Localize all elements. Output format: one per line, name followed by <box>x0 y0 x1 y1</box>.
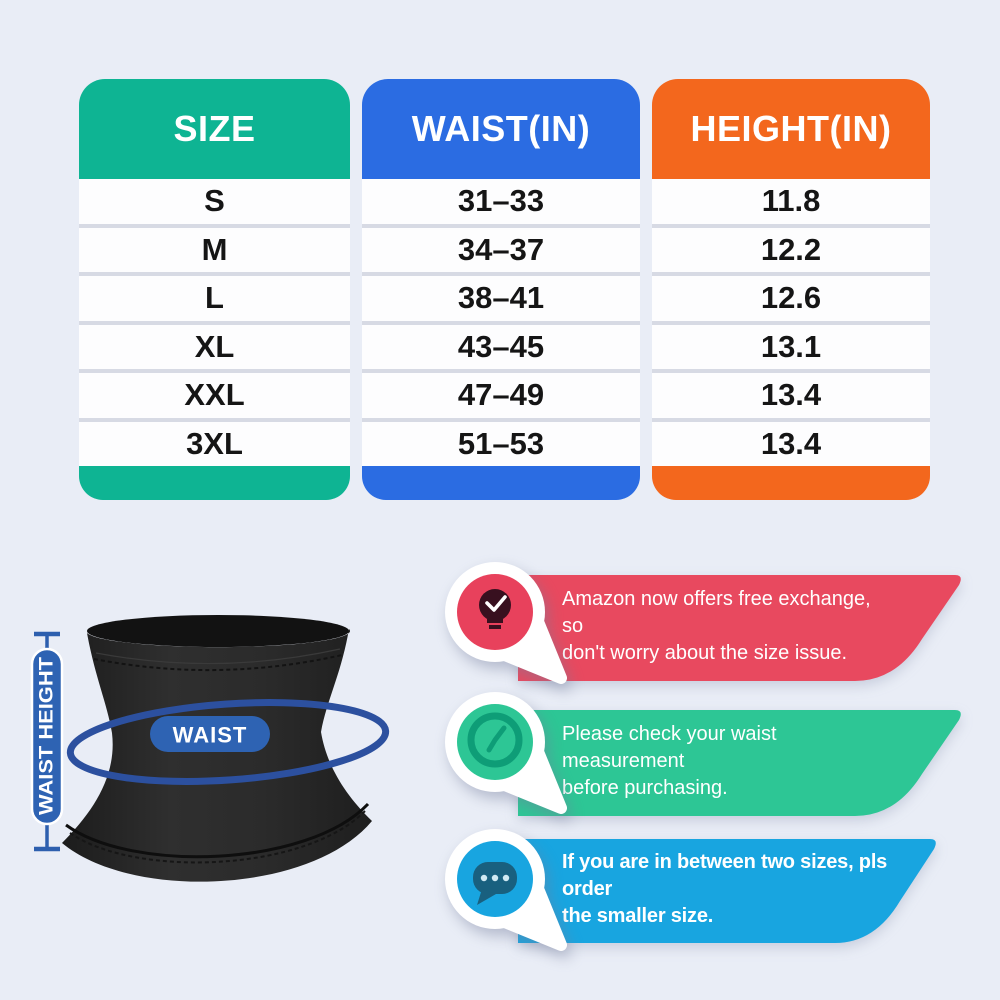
waist-height-label-pill <box>32 649 62 824</box>
column-footer-bar <box>652 466 930 500</box>
table-cell: 13.1 <box>652 325 930 370</box>
table-cell: 12.2 <box>652 228 930 273</box>
waist-column-rows <box>362 179 640 466</box>
waist-height-label: WAIST HEIGHT <box>36 677 58 815</box>
callout-line: don't worry about the size issue. <box>562 641 848 664</box>
callout-line: before purchasing. <box>562 776 728 799</box>
waist-label: WAIST <box>172 722 248 748</box>
table-cell: 3XL <box>79 422 350 467</box>
header-size: SIZE <box>79 79 350 179</box>
waist-column <box>362 79 640 500</box>
table-cell: S <box>79 179 350 224</box>
height-column-rows <box>652 179 930 466</box>
callout-text-between-sizes <box>518 839 968 943</box>
table-cell: L <box>79 276 350 321</box>
table-cell: XL <box>79 325 350 370</box>
table-cell: XXL <box>79 373 350 418</box>
table-cell: 12.6 <box>652 276 930 321</box>
height-column <box>652 79 930 500</box>
callout-line: If you are in between two sizes, pls order <box>562 850 888 900</box>
column-footer-bar <box>79 466 350 500</box>
size-column-rows <box>79 179 350 466</box>
column-footer-bar <box>362 466 640 500</box>
table-cell: 38–41 <box>362 276 640 321</box>
clock-icon <box>420 670 570 820</box>
callout-line: Amazon now offers free exchange, so <box>562 587 871 637</box>
waist-label-pill <box>150 716 270 752</box>
size-column <box>79 79 350 500</box>
table-cell: 47–49 <box>362 373 640 418</box>
callout-line: Please check your waist measurement <box>562 722 777 772</box>
table-cell: 13.4 <box>652 422 930 467</box>
table-cell: 11.8 <box>652 179 930 224</box>
chat-dots-icon <box>420 807 570 957</box>
lightbulb-check-icon <box>420 540 570 690</box>
callout-line: the smaller size. <box>562 904 714 927</box>
table-cell: M <box>79 228 350 273</box>
header-waist: WAIST(IN) <box>362 79 640 179</box>
callout-text-exchange <box>518 575 968 681</box>
table-cell: 43–45 <box>362 325 640 370</box>
table-cell: 34–37 <box>362 228 640 273</box>
header-height: HEIGHT(IN) <box>652 79 930 179</box>
waist-trainer-figure <box>10 585 440 915</box>
callout-text-measure <box>518 710 968 816</box>
table-cell: 13.4 <box>652 373 930 418</box>
table-cell: 51–53 <box>362 422 640 467</box>
table-cell: 31–33 <box>362 179 640 224</box>
